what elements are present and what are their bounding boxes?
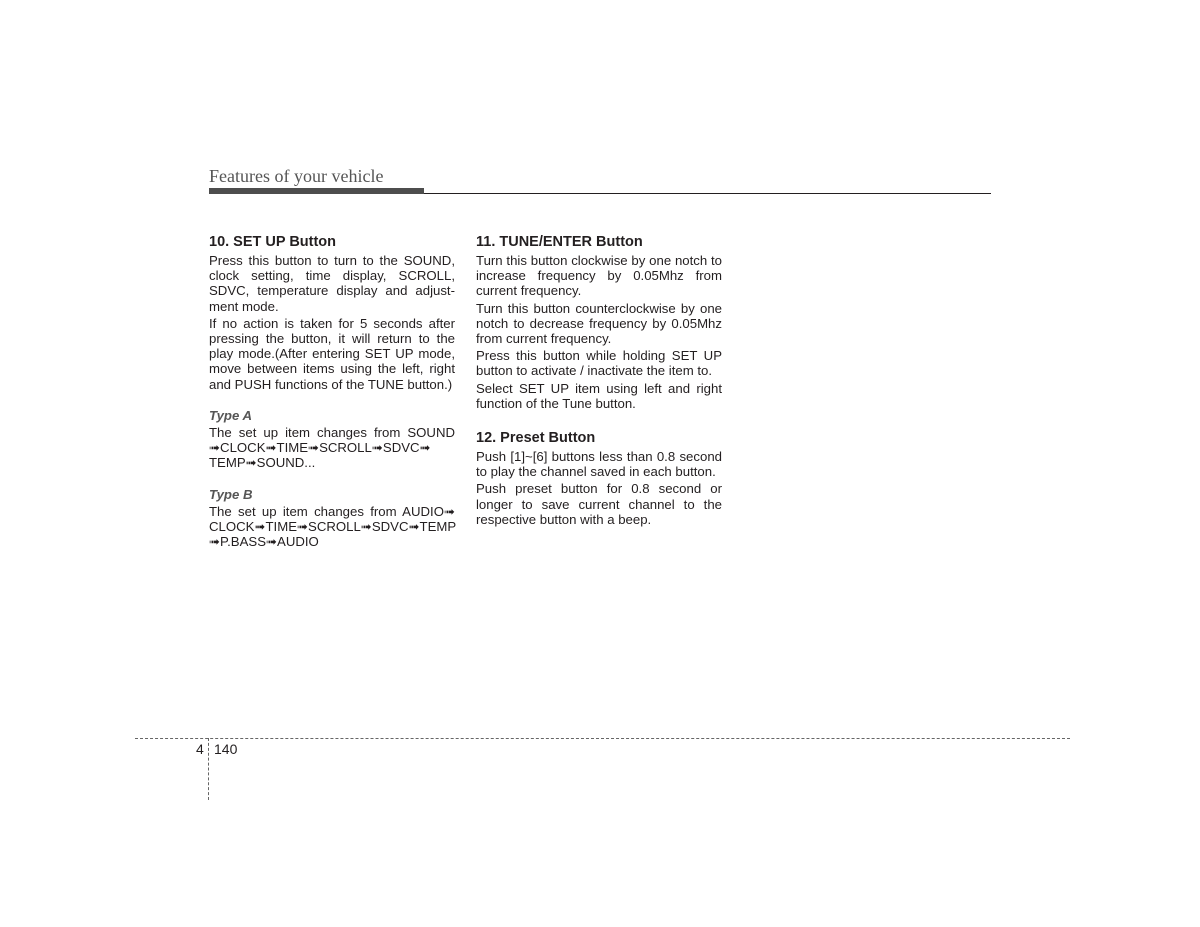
tune-enter-paragraph-2: Turn this button counterclockwise by one notch to decrease frequency by 0.05Mhz from current frequency. [476, 300, 722, 347]
type-b-text: The set up item changes from AUDIO➟ CLOCK➟TIME➟SCROLL➟SDVC➟TEMP ➟P.BASS➟AUDIO [209, 503, 457, 550]
header-accent-bar [209, 188, 424, 194]
chapter-number: 4 [196, 741, 204, 757]
section-title-preset: 12. Preset Button [476, 430, 596, 447]
type-a-label: Type A [209, 407, 252, 423]
preset-paragraph-2: Push preset button for 0.8 second or longer to save current channel to the respective button with a beep. [476, 481, 722, 527]
type-b-label: Type B [209, 486, 253, 502]
footer-dashed-line [135, 738, 1070, 739]
section-spacer [476, 413, 722, 429]
tune-enter-paragraph-1: Turn this button clockwise by one notch to increase frequency by 0.05Mhz from current frequency. [476, 253, 722, 299]
tune-enter-paragraph-3: Press this button while holding SET UP button to activate / inactivate the item to. [476, 348, 722, 379]
page-number: 140 [214, 741, 238, 757]
type-a-text: The set up item changes from SOUND ➟CLOCK➟TIME➟SCROLL➟SDVC➟ TEMP➟SOUND... [209, 425, 455, 471]
page-header-title: Features of your vehicle [209, 166, 384, 186]
section-title-tune-enter: 11. TUNE/ENTER Button [476, 234, 643, 250]
set-up-paragraph-2: If no action is taken for 5 seconds after pressing the button, it will return to the play mode.(After entering SET UP mode, move between items using the left, right and PUSH functions of the TUNE button.) [209, 315, 455, 392]
left-column [209, 233, 455, 551]
preset-paragraph-1: Push [1]~[6] buttons less than 0.8 second to play the channel saved in each button. [476, 449, 722, 480]
footer-dashed-divider [208, 738, 209, 800]
section-title-set-up: 10. SET UP Button [209, 234, 337, 250]
set-up-paragraph-1: Press this button to turn to the SOUND, clock setting, time display, SCROLL, SDVC, temperature display and adjust-ment mode. [209, 253, 455, 314]
tune-enter-paragraph-4: Select SET UP item using left and right function of the Tune button. [476, 380, 722, 411]
right-column [476, 233, 722, 529]
